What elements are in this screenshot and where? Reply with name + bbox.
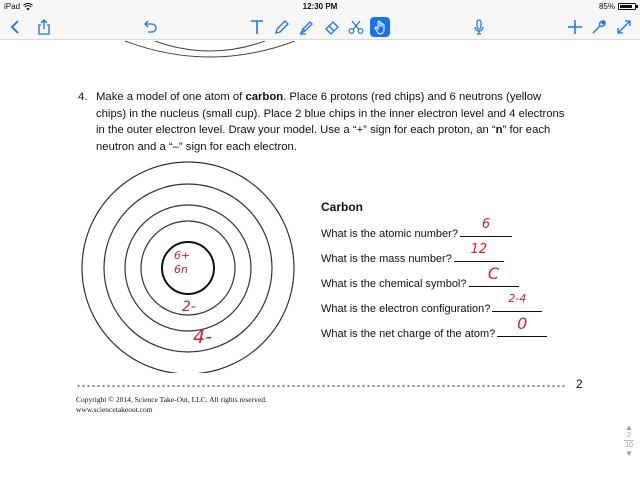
eraser-icon[interactable] — [322, 17, 342, 37]
worksheet-heading: Carbon — [321, 200, 363, 214]
handwritten-answer: 0 — [517, 314, 528, 333]
answer-blank[interactable] — [492, 292, 542, 312]
hand-pointer-icon[interactable] — [370, 17, 390, 37]
dotted-separator — [76, 384, 566, 388]
handwritten-answer: C — [487, 264, 500, 283]
highlighter-icon[interactable] — [297, 17, 317, 37]
device-name: iPad — [4, 2, 21, 11]
answer-blank[interactable] — [469, 264, 519, 287]
pen-icon[interactable] — [272, 17, 292, 37]
row-prompt: What is the atomic number? — [321, 228, 458, 240]
microphone-icon[interactable] — [469, 17, 489, 37]
document-page[interactable] — [0, 41, 640, 480]
electron-configuration-row — [321, 292, 542, 315]
handwritten-answer: 12 — [470, 242, 488, 257]
toolbar — [0, 13, 640, 40]
question-end: ” for each neutron and a “–” sign for each electron. — [96, 124, 551, 153]
handwritten-answer: 6 — [481, 217, 491, 232]
row-prompt: What is the chemical symbol? — [321, 278, 467, 290]
share-icon[interactable] — [34, 17, 54, 37]
scroll-up-icon[interactable]: ▲ — [625, 423, 633, 432]
scroll-down-icon[interactable]: ▼ — [625, 449, 633, 458]
website-text: www.sciencetakeout.com — [76, 405, 153, 414]
undo-icon[interactable] — [140, 17, 160, 37]
answer-blank[interactable] — [460, 217, 512, 237]
copyright-text: Copyright © 2014, Science Take-Out, LLC. All rights reserved. — [76, 395, 267, 404]
outer-ring-3 — [82, 162, 294, 373]
battery-icon — [618, 3, 636, 10]
row-prompt: What is the electron configuration? — [321, 303, 491, 315]
expand-icon[interactable] — [614, 17, 634, 37]
battery-percent: 85% — [598, 2, 615, 11]
scissors-icon[interactable] — [346, 17, 366, 37]
answer-blank[interactable] — [497, 314, 547, 337]
copyright-footer — [76, 395, 267, 415]
text-tool-icon[interactable] — [247, 17, 267, 37]
answer-blank[interactable] — [454, 242, 504, 262]
status-bar — [0, 0, 640, 13]
neutron-symbol: n — [495, 124, 503, 136]
nucleus-protons-label: 6+ — [174, 249, 191, 262]
scroller-total-pages: 10 — [625, 442, 633, 449]
handwritten-answer: 2-4 — [508, 292, 527, 305]
battery-fill — [620, 5, 632, 8]
question-text — [96, 89, 566, 155]
chemical-symbol-row — [321, 264, 519, 290]
net-charge-row — [321, 314, 547, 340]
nucleus-neutrons-label: 6n — [174, 263, 188, 276]
atomic-number-row — [321, 217, 512, 240]
status-right — [599, 2, 636, 11]
previous-atom-diagram — [100, 41, 320, 63]
add-icon[interactable] — [565, 17, 585, 37]
page-scroller[interactable] — [622, 423, 636, 473]
question-body: . Place 6 protons (red chips) and 6 neutrons (yellow chips) in the nucleus (small cup). Place 2 blue chips in the inner electron level and 4 electrons in the outer electron level. Draw your model. Use a “+” sign for each proton, an “ — [96, 91, 565, 136]
back-chevron-icon[interactable] — [6, 17, 26, 37]
scroller-divider — [624, 440, 634, 441]
outer-ring-2 — [104, 184, 272, 352]
row-prompt: What is the net charge of the atom? — [321, 328, 496, 340]
row-prompt: What is the mass number? — [321, 253, 452, 265]
question-intro: Make a model of one atom of — [96, 91, 246, 103]
settings-wrench-icon[interactable] — [589, 17, 609, 37]
atom-model-diagram — [78, 157, 303, 373]
outer-level-label: 4- — [193, 326, 212, 348]
page-number: 2 — [576, 377, 583, 391]
mass-number-row — [321, 242, 504, 265]
element-word: carbon — [245, 91, 284, 103]
scroller-current-page: 2 — [627, 432, 631, 439]
question-number: 4. — [78, 91, 88, 103]
inner-level-label: 2- — [182, 299, 196, 315]
status-time: 12:30 PM — [302, 2, 338, 11]
